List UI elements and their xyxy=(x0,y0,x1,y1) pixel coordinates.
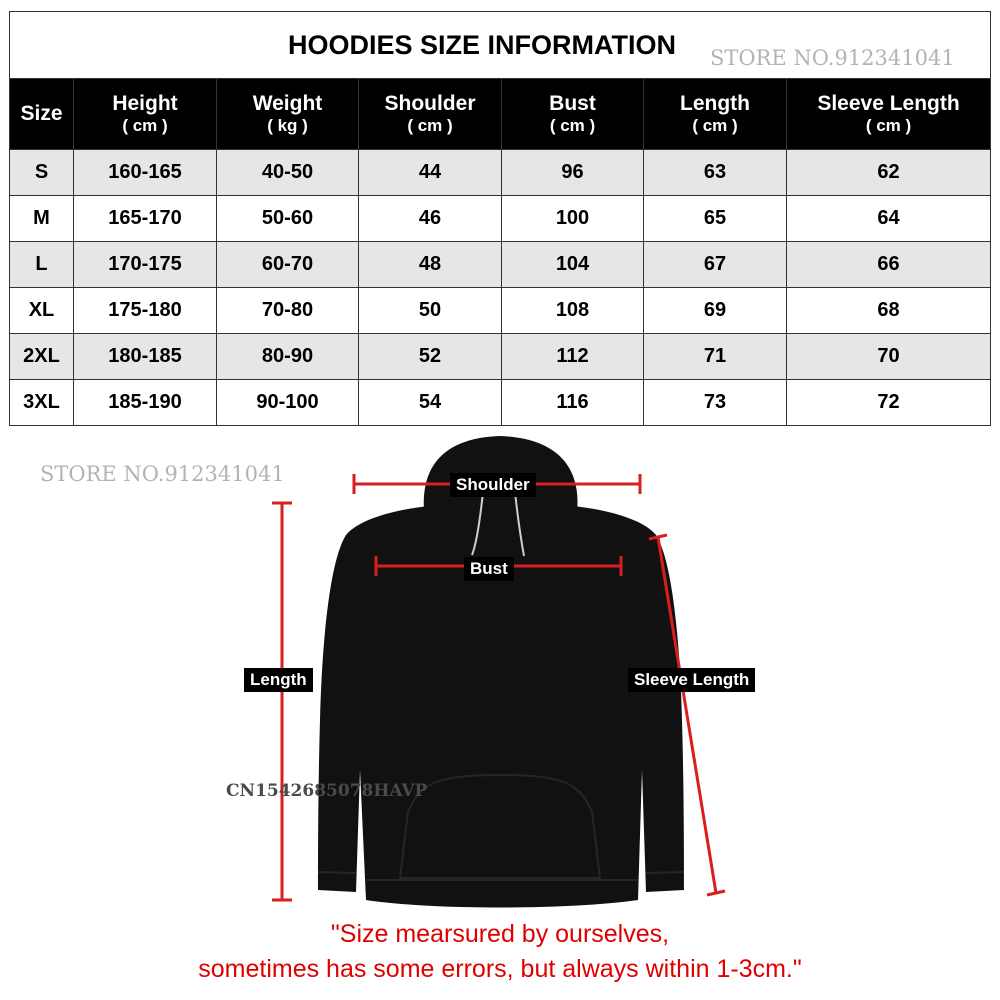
cell-shoulder: 54 xyxy=(359,380,502,426)
cell-length: 65 xyxy=(644,196,787,242)
cell-height: 160-165 xyxy=(74,150,217,196)
cell-sleeve-length: 64 xyxy=(787,196,991,242)
cell-shoulder: 52 xyxy=(359,334,502,380)
cell-length: 73 xyxy=(644,380,787,426)
measurement-note-line2: sometimes has some errors, but always within 1-3cm." xyxy=(198,955,802,983)
cell-height: 165-170 xyxy=(74,196,217,242)
cuff-seam-right xyxy=(646,872,684,873)
header-unit: ( kg ) xyxy=(267,116,308,136)
cell-shoulder: 46 xyxy=(359,196,502,242)
cell-bust: 116 xyxy=(502,380,644,426)
header-label: Length xyxy=(680,92,750,116)
cell-sleeve-length: 68 xyxy=(787,288,991,334)
cell-size: M xyxy=(10,196,74,242)
header-unit: ( cm ) xyxy=(865,116,912,136)
cell-shoulder: 48 xyxy=(359,242,502,288)
cell-bust: 108 xyxy=(502,288,644,334)
length-label: Length xyxy=(244,668,313,692)
cell-shoulder: 50 xyxy=(359,288,502,334)
cell-size: L xyxy=(10,242,74,288)
cell-weight: 60-70 xyxy=(217,242,359,288)
cell-length: 67 xyxy=(644,242,787,288)
cell-sleeve-length: 70 xyxy=(787,334,991,380)
header-label: Weight xyxy=(252,92,323,116)
cell-sleeve-length: 66 xyxy=(787,242,991,288)
sleeve-length-label: Sleeve Length xyxy=(628,668,755,692)
cell-size: 3XL xyxy=(10,380,74,426)
table-title: HOODIES SIZE INFORMATION xyxy=(288,29,677,60)
cell-height: 180-185 xyxy=(74,334,217,380)
cell-shoulder: 44 xyxy=(359,150,502,196)
header-label: Sleeve Length xyxy=(817,92,960,116)
cell-weight: 40-50 xyxy=(217,150,359,196)
cell-weight: 90-100 xyxy=(217,380,359,426)
cell-bust: 112 xyxy=(502,334,644,380)
header-label: Shoulder xyxy=(384,92,476,116)
cell-height: 170-175 xyxy=(74,242,217,288)
cuff-seam-left xyxy=(318,872,356,873)
cell-height: 175-180 xyxy=(74,288,217,334)
header-unit: ( cm ) xyxy=(692,116,738,136)
cell-size: 2XL xyxy=(10,334,74,380)
cell-length: 69 xyxy=(644,288,787,334)
cell-size: XL xyxy=(10,288,74,334)
store-watermark-top: STORE NO.912341041 xyxy=(710,46,955,70)
header-unit: ( cm ) xyxy=(122,116,168,136)
store-watermark-left: STORE NO.912341041 xyxy=(40,462,285,486)
shoulder-label: Shoulder xyxy=(450,473,536,497)
cell-bust: 104 xyxy=(502,242,644,288)
cell-weight: 50-60 xyxy=(217,196,359,242)
cell-sleeve-length: 62 xyxy=(787,150,991,196)
cell-height: 185-190 xyxy=(74,380,217,426)
header-unit: ( cm ) xyxy=(549,116,596,136)
header-label: Height xyxy=(112,92,178,116)
cell-length: 63 xyxy=(644,150,787,196)
header-label: Bust xyxy=(549,92,596,116)
cell-bust: 100 xyxy=(502,196,644,242)
cell-length: 71 xyxy=(644,334,787,380)
cell-weight: 80-90 xyxy=(217,334,359,380)
bust-label: Bust xyxy=(464,557,514,581)
cell-size: S xyxy=(10,150,74,196)
cell-bust: 96 xyxy=(502,150,644,196)
header-label: Size xyxy=(20,102,63,126)
header-unit: ( cm ) xyxy=(407,116,453,136)
cell-weight: 70-80 xyxy=(217,288,359,334)
cell-sleeve-length: 72 xyxy=(787,380,991,426)
measurement-note-line1: "Size mearsured by ourselves, xyxy=(330,920,670,948)
code-watermark: CN1542685078HAVP xyxy=(226,781,428,801)
length-arrow xyxy=(272,503,292,900)
